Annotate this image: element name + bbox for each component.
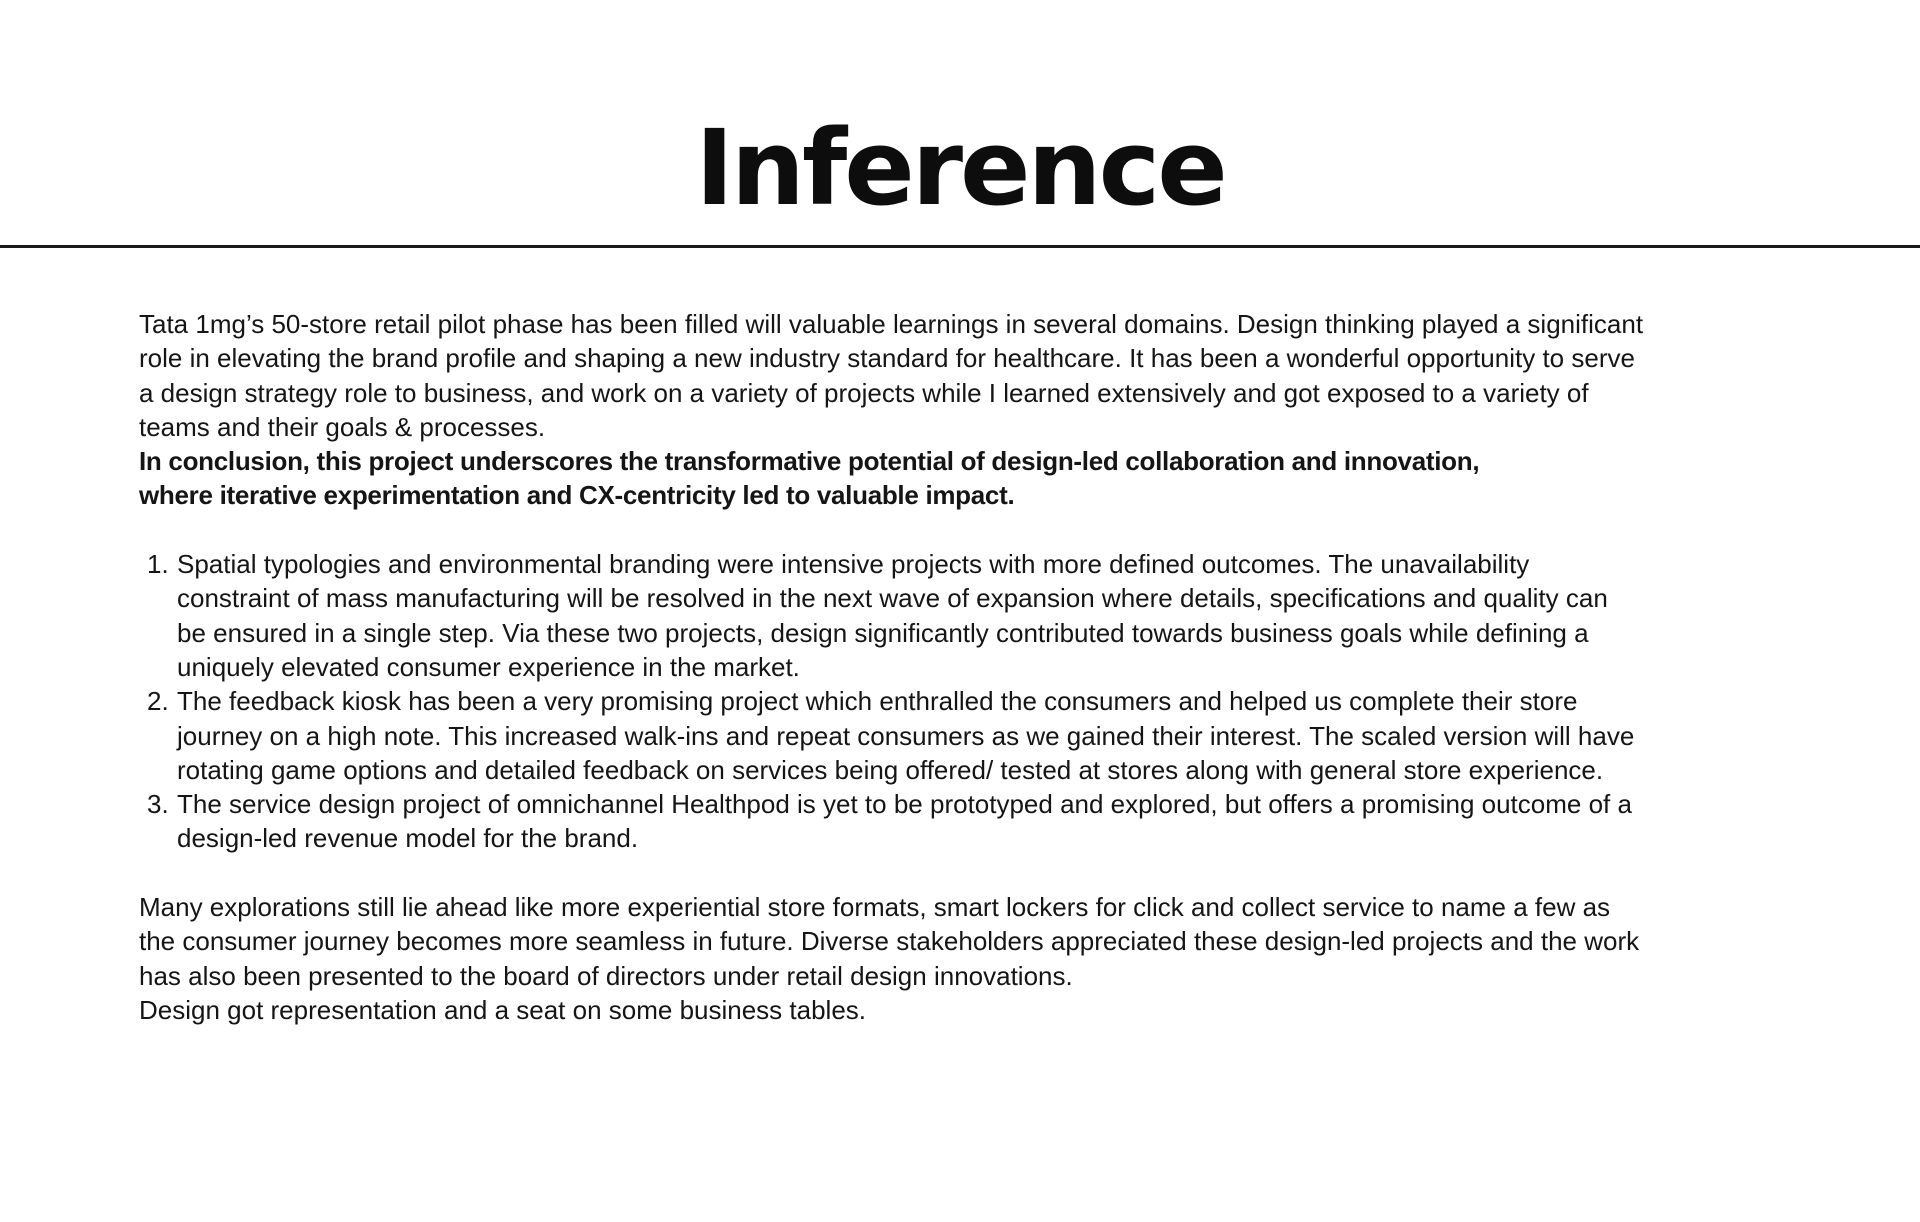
text-line: teams and their goals & processes. bbox=[139, 411, 546, 442]
text-line: journey on a high note. This increased walk-ins and repeat consumers as we gained their interest. The scaled version will have bbox=[177, 720, 1635, 751]
text-line: constraint of mass manufacturing will be resolved in the next wave of expansion where details, specifications and quality can bbox=[177, 583, 1608, 614]
list-item bbox=[177, 787, 1789, 856]
text-line: design-led revenue model for the brand. bbox=[177, 823, 639, 854]
text-line: The feedback kiosk has been a very promising project which enthralled the consumers and helped us complete their store bbox=[177, 686, 1578, 717]
document-body bbox=[139, 307, 1789, 1027]
title-divider bbox=[0, 245, 1920, 248]
text-line: Many explorations still lie ahead like more experiential store formats, smart lockers for click and collect service to name a few as bbox=[139, 892, 1611, 923]
text-line: rotating game options and detailed feedback on services being offered/ tested at stores along with general store experience. bbox=[177, 754, 1604, 785]
list-item bbox=[177, 547, 1789, 684]
key-points-list bbox=[139, 547, 1789, 856]
text-line: The service design project of omnichannel Healthpod is yet to be prototyped and explored, but offers a promising outcome of a bbox=[177, 789, 1632, 820]
text-line: where iterative experimentation and CX-centricity led to valuable impact. bbox=[139, 480, 1015, 511]
intro-paragraph bbox=[139, 307, 1789, 444]
closing-statement: Design got representation and a seat on some business tables. bbox=[139, 994, 867, 1025]
text-line: Tata 1mg’s 50-store retail pilot phase has been filled will valuable learnings in several domains. Design thinking played a significant bbox=[139, 309, 1644, 339]
text-line: be ensured in a single step. Via these two projects, design significantly contributed towards business goals while defining a bbox=[177, 617, 1589, 648]
text-line: In conclusion, this project underscores the transformative potential of design-led collaboration and innovation, bbox=[139, 446, 1480, 477]
spacer bbox=[139, 513, 1789, 547]
closing-paragraph bbox=[139, 890, 1789, 1027]
text-line: role in elevating the brand profile and shaping a new industry standard for healthcare. It has been a wonderful opportunity to serve bbox=[139, 343, 1635, 374]
text-line: the consumer journey becomes more seamless in future. Diverse stakeholders appreciated these design-led projects and the work bbox=[139, 926, 1640, 957]
text-line: has also been presented to the board of directors under retail design innovations. bbox=[139, 960, 1073, 991]
spacer bbox=[139, 856, 1789, 890]
page-title: Inference bbox=[695, 107, 1225, 229]
list-item bbox=[177, 684, 1789, 787]
text-line: Spatial typologies and environmental branding were intensive projects with more defined outcomes. The unavailability bbox=[177, 549, 1530, 580]
text-line: a design strategy role to business, and work on a variety of projects while I learned extensively and got exposed to a variety of bbox=[139, 377, 1589, 408]
conclusion-statement bbox=[139, 444, 1789, 513]
text-line: uniquely elevated consumer experience in the market. bbox=[177, 651, 800, 682]
